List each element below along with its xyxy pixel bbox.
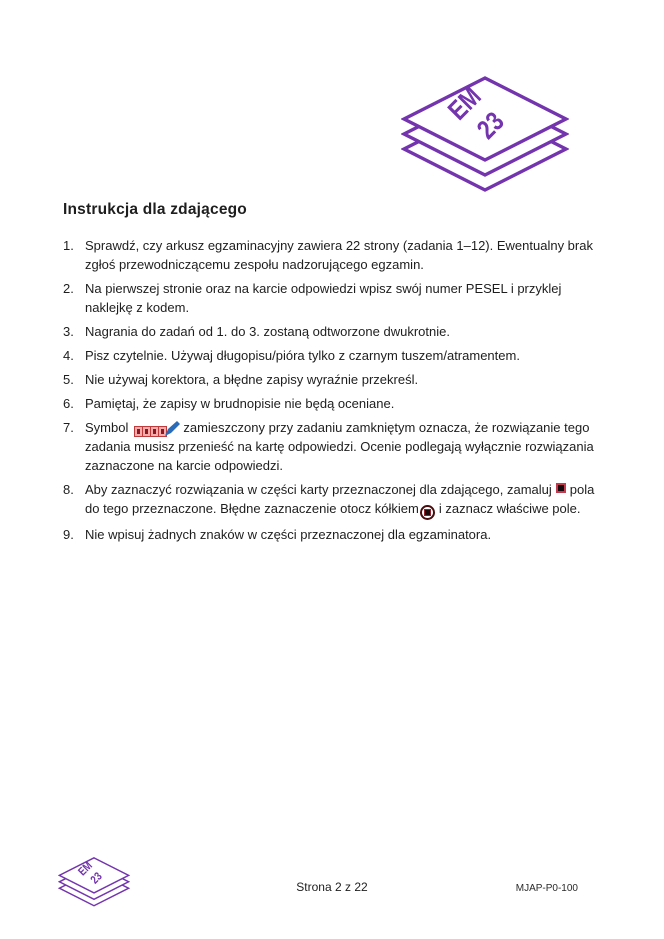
item-text-segment: Aby zaznaczyć rozwiązania w części karty przeznaczonej dla zdającego, zamaluj (85, 482, 552, 497)
item-text: Nagrania do zadań od 1. do 3. zostaną odtworzone dwukrotnie. (85, 324, 450, 339)
instruction-item-7 (63, 418, 603, 475)
item-number: 1. (63, 238, 74, 253)
instruction-item-4 (63, 346, 603, 365)
item-text-segment: zamieszczony przy zadaniu zamkniętym oznacza, że rozwiązanie tego zadania musisz przenieść na kartę odpowiedzi. Ocenie podlegają wyłącznie rozwiązania zaznaczone na karcie odpowiedzi. (85, 420, 594, 473)
logo-text-line1: EM (75, 859, 96, 879)
pen-icon (164, 420, 181, 437)
item-text: Sprawdź, czy arkusz egzaminacyjny zawiera 22 strony (zadania 1–12). Ewentualny brak zgłoś przewodniczącemu zespołu nadzorującego egzamin. (85, 238, 593, 272)
item-text: Nie używaj korektora, a błędne zapisy wyraźnie przekreśl. (85, 372, 419, 387)
item-text (85, 418, 601, 475)
instruction-item-6 (63, 394, 603, 413)
answer-transfer-icon (134, 426, 167, 437)
item-text: Pisz czytelnie. Używaj długopisu/pióra tylko z czarnym tuszem/atramentem. (85, 348, 520, 363)
item-number: 9. (63, 527, 74, 542)
item-number: 6. (63, 396, 74, 411)
instruction-item-1 (63, 236, 603, 274)
item-text: Nie wpisuj żadnych znaków w części przeznaczonej dla egzaminatora. (85, 527, 492, 542)
instruction-item-2 (63, 279, 603, 317)
instruction-item-9 (63, 525, 603, 544)
item-number: 7. (63, 420, 74, 435)
item-number: 4. (63, 348, 74, 363)
instruction-item-5 (63, 370, 603, 389)
instruction-list (63, 236, 603, 549)
item-text: Na pierwszej stronie oraz na karcie odpowiedzi wpisz swój numer PESEL i przyklej naklejkę z kodem. (85, 281, 562, 315)
footer-form-code: MJAP-P0-100 (515, 883, 578, 894)
filled-square-icon (556, 483, 566, 493)
exam-logo-top (401, 76, 569, 200)
item-text-segment: i zaznacz właściwe pole. (438, 501, 581, 516)
item-number: 2. (63, 281, 74, 296)
footer-page-number: Strona 2 z 22 (296, 880, 368, 894)
item-text-segment: Symbol (85, 420, 129, 435)
item-number: 5. (63, 372, 74, 387)
item-text-segment: pola do tego przeznaczone. Błędne zaznaczenie otocz kółkiem (85, 482, 595, 516)
logo-text-line2: 23 (88, 870, 105, 887)
item-text: Pamiętaj, że zapisy w brudnopisie nie będą oceniane. (85, 396, 395, 411)
logo-text-line1: EM (442, 81, 488, 127)
item-number: 3. (63, 324, 74, 339)
circled-square-icon (420, 505, 435, 520)
logo-text-line2: 23 (471, 106, 511, 146)
item-number: 8. (63, 482, 74, 497)
item-text (85, 480, 601, 520)
instruction-item-3 (63, 322, 603, 341)
page-title: Instrukcja dla zdającego (63, 201, 247, 218)
instruction-item-8 (63, 480, 603, 520)
